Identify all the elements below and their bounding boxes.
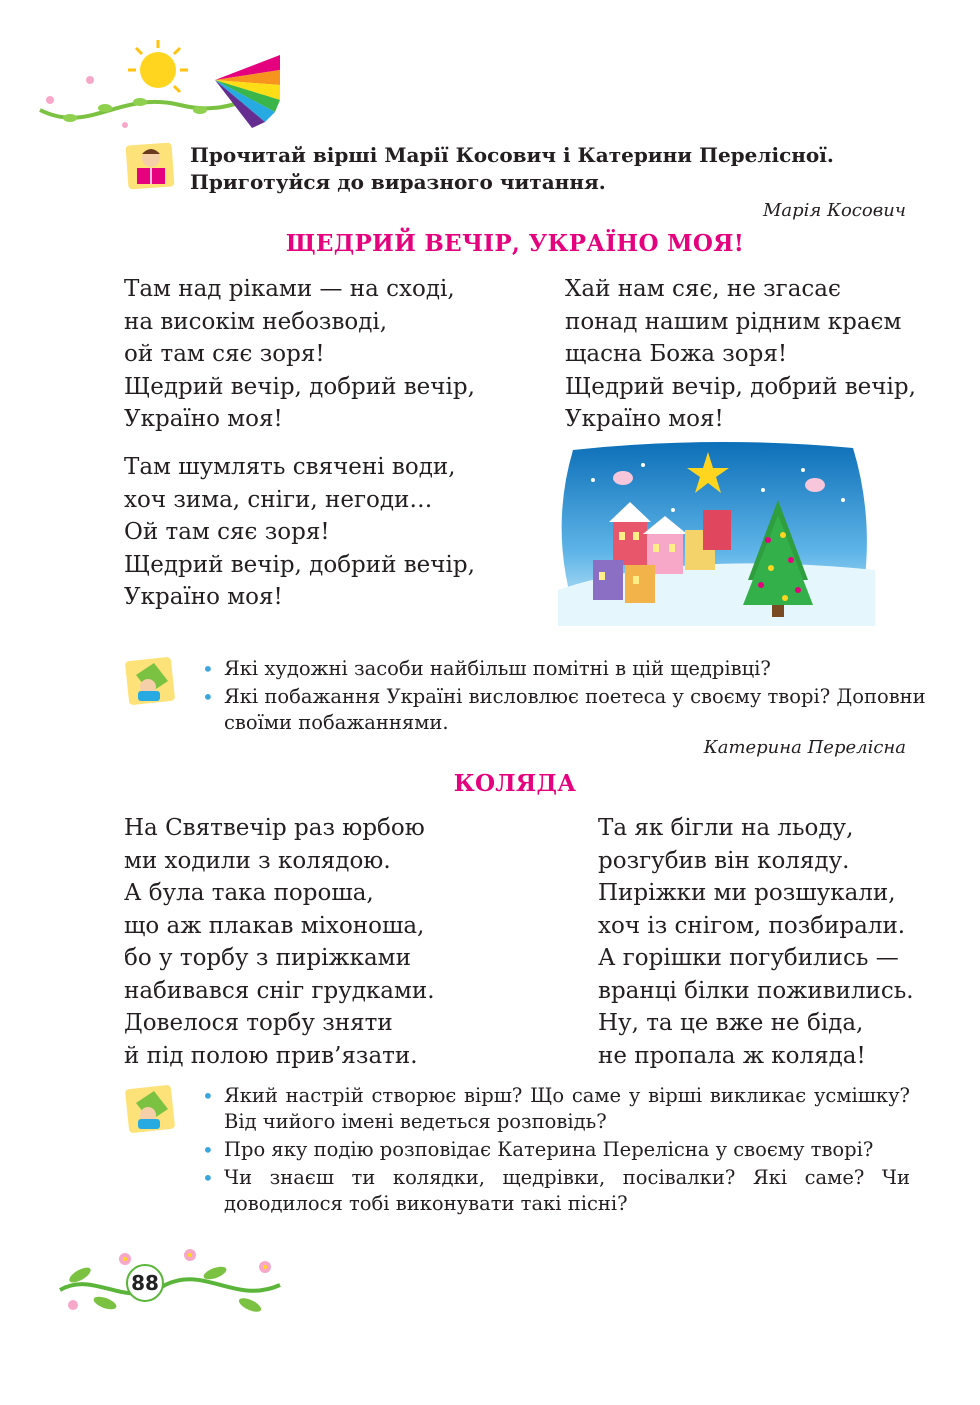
- poem-line: Україно моя!: [124, 584, 283, 610]
- poem-line: А горішки погубились —: [598, 945, 899, 971]
- poem-line: й під полою прив’язати.: [124, 1042, 418, 1069]
- poem-line: понад нашим рідним краєм: [565, 308, 902, 335]
- poem-line: Хай нам сяє, не згасає: [565, 276, 841, 302]
- poem-line: бо у торбу з пиріжками: [124, 945, 411, 971]
- poem-line: Довелося торбу зняти: [124, 1010, 393, 1036]
- poem-line: Щедрий вечір, добрий вечір,: [124, 551, 475, 578]
- poem-line: вранці білки поживились.: [598, 977, 914, 1004]
- poem2-stanza-1: [124, 812, 435, 1072]
- task-line-1: Прочитай вірші Марії Косович і Катерини Перелісної.: [190, 143, 834, 167]
- poem-line: А була така пороша,: [124, 880, 374, 906]
- poem1-stanza-3: [124, 451, 475, 614]
- flower-decoration: [55, 1245, 285, 1320]
- poem-line: хоч із снігом, позбирали.: [598, 912, 906, 939]
- poem-line: Щедрий вечір, добрий вечір,: [565, 373, 916, 400]
- winter-village-illustration: [553, 440, 875, 626]
- poem-line: на високім небозводі,: [124, 308, 388, 335]
- poem-line: ми ходили з колядою.: [124, 847, 391, 874]
- poem-line: не пропала ж коляда!: [598, 1042, 866, 1069]
- question-item: • Чи знаєш ти колядки, щедрівки, посівалки? Які саме? Чи доводилося тобі виконувати такі пісні?: [198, 1165, 910, 1217]
- poem1-author: Марія Косович: [762, 200, 906, 221]
- poem-line: Ну, та це вже не біда,: [598, 1010, 864, 1036]
- poem-line: розгубив він коляду.: [598, 847, 850, 874]
- poem1-title: ЩЕДРИЙ ВЕЧІР, УКРАЇНО МОЯ!: [285, 230, 745, 257]
- question-child-icon: [124, 1083, 180, 1135]
- poem2-author: Катерина Перелісна: [703, 737, 906, 758]
- poem-line: Пиріжки ми розшукали,: [598, 880, 896, 906]
- questions-list-1: [198, 656, 928, 738]
- question-child-icon: [124, 655, 180, 707]
- poem-line: хоч зима, сніги, негоди…: [124, 486, 433, 513]
- poem-line: ой там сяє зоря!: [124, 341, 325, 367]
- poem-line: Україно моя!: [124, 406, 283, 432]
- task-line-2: Приготуйся до виразного читання.: [190, 170, 606, 194]
- question-item: • Які художні засоби найбільш помітні в цій щедрівці?: [198, 656, 928, 682]
- poem2-title: КОЛЯДА: [453, 770, 577, 797]
- poem-line: набивався сніг грудками.: [124, 977, 435, 1004]
- task-instruction: [190, 142, 890, 196]
- page-number: 88: [131, 1271, 159, 1295]
- question-item: • Про яку подію розповідає Катерина Перелісна у своєму творі?: [198, 1137, 910, 1163]
- sun-rainbow-decoration: [30, 40, 290, 140]
- poem-line: Ой там сяє зоря!: [124, 519, 330, 545]
- question-item: • Які побажання Україні висловлює поетеса у своєму творі? Доповни своїми побажаннями.: [198, 684, 928, 736]
- poem-line: щасна Божа зоря!: [565, 341, 788, 367]
- poem2-stanza-2: [598, 812, 914, 1072]
- poem1-stanza-2: [565, 273, 916, 436]
- reading-child-icon: [124, 140, 180, 192]
- poem-line: що аж плакав міхоноша,: [124, 912, 425, 939]
- questions-list-2: [198, 1083, 910, 1219]
- poem-line: Щедрий вечір, добрий вечір,: [124, 373, 475, 400]
- poem-line: Там над ріками — на сході,: [124, 276, 455, 302]
- poem-line: На Святвечір раз юрбою: [124, 815, 425, 841]
- question-item: • Який настрій створює вірш? Що саме у вірші викликає усмішку? Від чийого імені ведеться розповідь?: [198, 1083, 910, 1135]
- poem-line: Та як бігли на льоду,: [598, 815, 854, 841]
- poem1-stanza-1: [124, 273, 475, 436]
- poem-line: Там шумлять свячені води,: [124, 454, 456, 480]
- poem-line: Україно моя!: [565, 406, 724, 432]
